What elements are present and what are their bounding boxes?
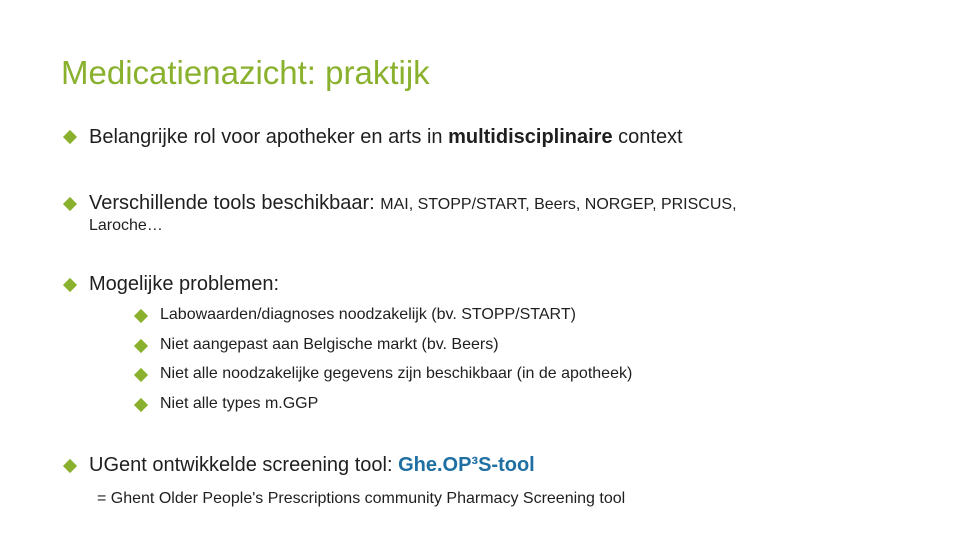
tools-list-continued: Laroche…: [89, 217, 163, 234]
diamond-bullet-icon: [134, 368, 148, 382]
sub-bullet-belgian-market: Niet aangepast aan Belgische markt (bv. Beers): [160, 336, 499, 353]
diamond-bullet-icon: [63, 130, 77, 144]
sub-bullet-types: Niet alle types m.GGP: [160, 395, 319, 412]
bullet-text: Verschillende tools beschikbaar:: [89, 192, 381, 214]
bullet-tools: [89, 192, 737, 215]
sub-bullet-data-availability: Niet alle noodzakelijke gegevens zijn beschikbaar (in de apotheek): [160, 365, 633, 382]
diamond-bullet-icon: [134, 339, 148, 353]
bullet-problems: Mogelijke problemen:: [89, 273, 280, 295]
sub-bullet-lab-values: Labowaarden/diagnoses noodzakelijk (bv. STOPP/START): [160, 306, 576, 323]
footnote: = Ghent Older People's Prescriptions community Pharmacy Screening tool: [97, 490, 626, 507]
diamond-bullet-icon: [63, 278, 77, 292]
bullet-ugent-tool: [89, 454, 535, 477]
bullet-text: Belangrijke rol voor apotheker en arts in: [89, 126, 449, 148]
diamond-bullet-icon: [63, 459, 77, 473]
bullet-bold-text: multidisciplinaire: [448, 126, 613, 148]
tool-name: Ghe.OP³S-tool: [398, 454, 535, 476]
diamond-bullet-icon: [63, 197, 77, 211]
diamond-bullet-icon: [134, 398, 148, 412]
slide-title: Medicatienazicht: praktijk: [61, 54, 430, 91]
diamond-bullet-icon: [134, 309, 148, 323]
tools-list: MAI, STOPP/START, Beers, NORGEP, PRISCUS,: [380, 196, 737, 213]
bullet-text: context: [612, 126, 683, 148]
bullet-text: UGent ontwikkelde screening tool:: [89, 454, 399, 476]
bullet-multidisciplinary: [89, 126, 683, 149]
